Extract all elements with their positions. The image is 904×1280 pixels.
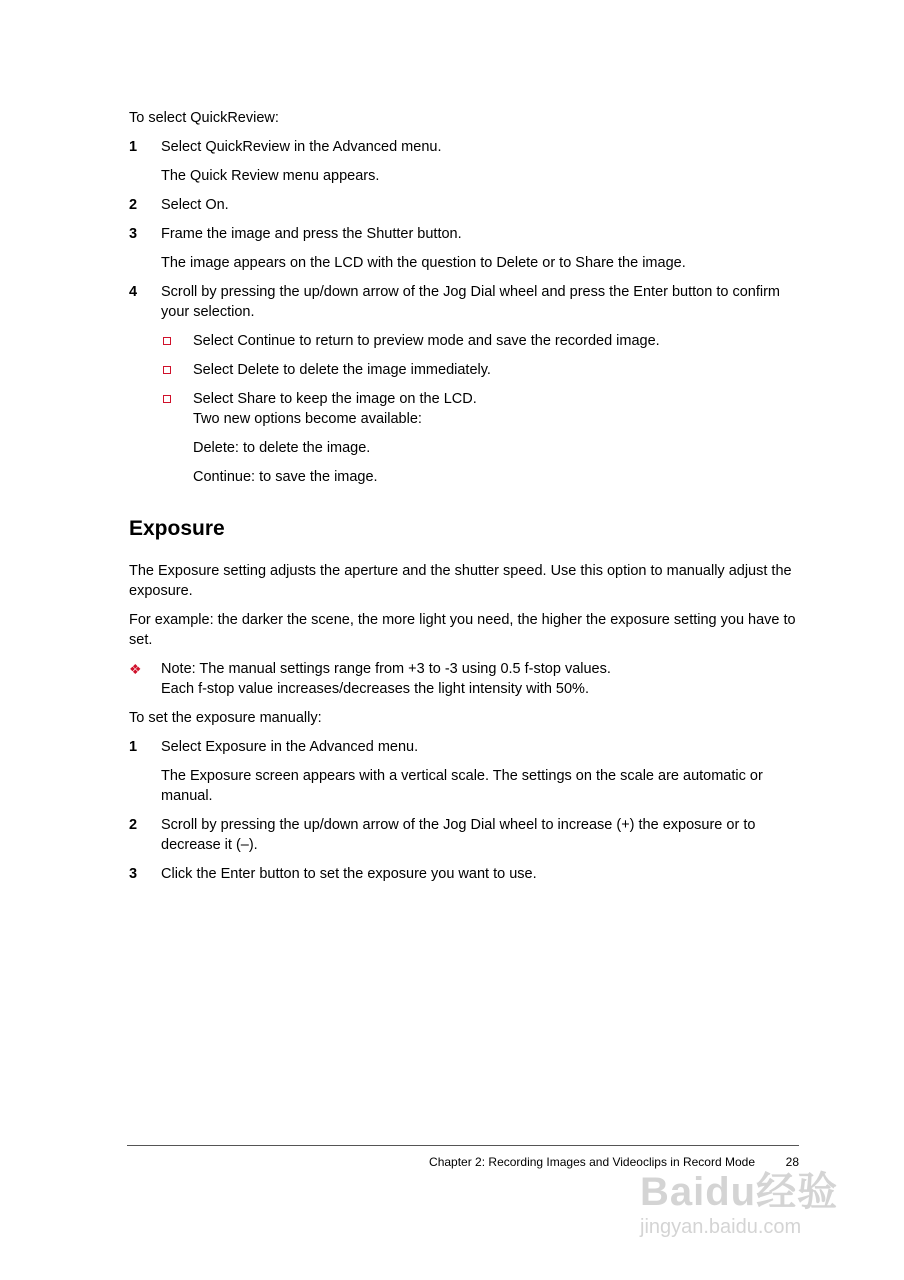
step-text: Scroll by pressing the up/down arrow of the Jog Dial wheel and press the Enter button to confirm your selection. <box>161 284 780 320</box>
square-bullet-icon <box>161 360 193 380</box>
page-content <box>129 108 799 893</box>
step-text: Select On. <box>161 197 229 213</box>
step-item <box>129 224 799 244</box>
bullet-item <box>129 360 799 380</box>
step-item <box>129 815 799 855</box>
step-item <box>129 737 799 757</box>
step-item <box>129 282 799 322</box>
exposure-paragraph: For example: the darker the scene, the more light you need, the higher the exposure setting you have to set. <box>129 612 796 648</box>
watermark-logo: Baidu经验 <box>640 1170 839 1214</box>
step-result: The Quick Review menu appears. <box>161 168 380 184</box>
step-result: The Exposure screen appears with a vertical scale. The settings on the scale are automatic or manual. <box>161 768 763 804</box>
watermark <box>640 1170 860 1250</box>
step-number: 3 <box>129 866 138 882</box>
bullet-text: Select Share to keep the image on the LCD. <box>193 391 477 407</box>
bullet-text: Select Continue to return to preview mode and save the recorded image. <box>193 333 660 349</box>
square-bullet-icon <box>161 389 193 429</box>
share-option: Continue: to save the image. <box>193 469 378 485</box>
step-result: The image appears on the LCD with the question to Delete or to Share the image. <box>161 255 686 271</box>
exposure-paragraph: The Exposure setting adjusts the aperture and the shutter speed. Use this option to manually adjust the exposure. <box>129 563 792 599</box>
exposure-intro: To set the exposure manually: <box>129 710 322 726</box>
step-text: Select Exposure in the Advanced menu. <box>161 739 419 755</box>
bullet-item <box>129 389 799 429</box>
square-bullet-icon <box>161 331 193 351</box>
watermark-url: jingyan.baidu.com <box>640 1216 802 1238</box>
step-text: Select QuickReview in the Advanced menu. <box>161 139 442 155</box>
step-text: Frame the image and press the Shutter button. <box>161 226 462 242</box>
footer-rule <box>127 1145 799 1146</box>
diamond-note-icon: ❖ <box>129 661 142 677</box>
step-item <box>129 864 799 884</box>
step-number: 1 <box>129 739 138 755</box>
page-number: 28 <box>785 1155 799 1169</box>
bullet-item <box>129 331 799 351</box>
quickreview-intro: To select QuickReview: <box>129 110 279 126</box>
share-option: Delete: to delete the image. <box>193 440 371 456</box>
note-text: Each f-stop value increases/decreases the light intensity with 50%. <box>161 681 589 697</box>
step-text: Scroll by pressing the up/down arrow of the Jog Dial wheel to increase (+) the exposure or to decrease it (–). <box>161 817 756 853</box>
step-number: 1 <box>129 139 138 155</box>
note-text: Note: The manual settings range from +3 to -3 using 0.5 f-stop values. <box>161 661 611 677</box>
footer-chapter: Chapter 2: Recording Images and Videoclips in Record Mode <box>429 1155 755 1169</box>
step-text: Click the Enter button to set the exposure you want to use. <box>161 866 537 882</box>
section-heading: Exposure <box>129 517 225 540</box>
bullet-text: Select Delete to delete the image immediately. <box>193 362 491 378</box>
note-block <box>129 659 799 699</box>
share-extra-text: Two new options become available: <box>193 411 422 427</box>
step-item <box>129 195 799 215</box>
page-footer <box>127 1152 799 1172</box>
step-number: 4 <box>129 284 138 300</box>
step-number: 2 <box>129 817 138 833</box>
step-number: 2 <box>129 197 138 213</box>
step-number: 3 <box>129 226 138 242</box>
step-item <box>129 137 799 157</box>
